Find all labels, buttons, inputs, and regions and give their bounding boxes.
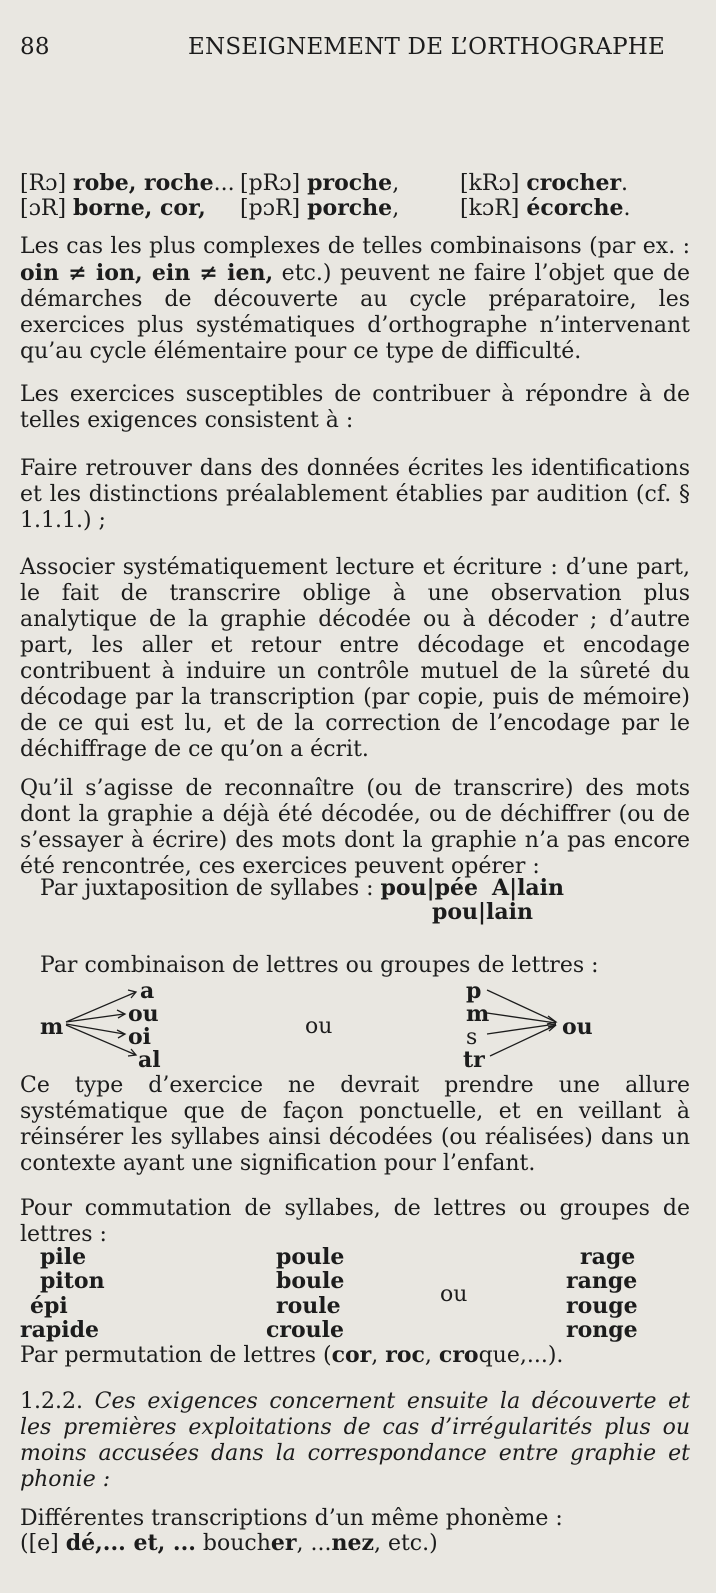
paragraph-complex-cases: Les cas les plus complexes de telles combinaisons (par ex. : oin ≠ ion, ein ≠ ien, etc.) peuvent ne faire l’objet que de démarches de découverte au cycle préparatoire, les exercices plus systématiques d’orthographe n’intervenant qu’au cycle élémentaire pour ce type de difficulté. <box>20 234 691 364</box>
commutation-col1-item: piton <box>40 1268 105 1294</box>
combination-label: Par combinaison de lettres ou groupes de lettres : <box>40 953 599 978</box>
combination-result-ou: ou <box>562 1014 593 1040</box>
section-1-2-2: 1.2.2. Ces exigences concernent ensuite la découverte et les premières exploitations de cas d’irrégularités plus ou moins accusées dans la correspondance entre graphie et phonie : <box>20 1389 690 1492</box>
commutation-col3-item: range <box>566 1268 638 1294</box>
combination-target-ou: ou <box>128 1001 159 1027</box>
phon-row-1-col-3: [kRɔ] crocher. <box>460 170 629 196</box>
page-number: 88 <box>20 34 50 60</box>
combination-source-m: m <box>466 1001 490 1027</box>
juxtaposition-word-poulain: pou|lain <box>432 899 534 925</box>
commutation-col3-item: rouge <box>566 1293 638 1319</box>
commutation-col1-item: épi <box>30 1293 68 1319</box>
commutation-col1-item: rapide <box>20 1317 99 1343</box>
commutation-col1-item: pile <box>40 1244 87 1270</box>
combination-source-tr: tr <box>463 1047 485 1073</box>
commutation-col3-item: ronge <box>566 1317 638 1343</box>
paragraph-exercises-intro: Les exercices susceptibles de contribuer à répondre à de telles exigences consistent à : <box>20 382 690 433</box>
different-transcriptions-examples: ([e] dé,... et, ... boucher, ...nez, etc.) <box>20 1530 438 1556</box>
paragraph-associate: Associer systématiquement lecture et écriture : d’une part, le fait de transcrire oblige à une observation plus analytique de la graphie décodée ou à décoder ; d’autre part, les aller et retour entre décodage et encodage contribuent à induire un contrôle mutuel de la sûreté du décodage par la transcription (par copie, puis de mémoire) de ce qui est lu, et de la correction de l’encodage par le déchiffrage de ce qu’on a écrit. <box>20 555 690 762</box>
paragraph-commutation: Pour commutation de syllabes, de lettres ou groupes de lettres : <box>20 1196 690 1247</box>
commutation-col3-item: rage <box>580 1244 636 1270</box>
commutation-col2-item: croule <box>266 1317 345 1343</box>
combination-source-p: p <box>466 978 482 1004</box>
phon-row-1-col-1: [Rɔ] robe, roche... <box>20 170 235 196</box>
commutation-col2-item: roule <box>276 1293 341 1319</box>
paragraph-find-again: Faire retrouver dans des données écrites les identifications et les distinctions préalablement établies par audition (cf. § 1.1.1.) ; <box>20 456 690 533</box>
running-title: ENSEIGNEMENT DE L’ORTHOGRAPHE <box>188 34 666 60</box>
different-transcriptions-heading: Différentes transcriptions d’un même phonème : <box>20 1506 563 1531</box>
phon-row-2-col-3: [kɔR] écorche. <box>460 195 631 221</box>
commutation-col2-item: poule <box>276 1244 345 1270</box>
paragraph-recognize: Qu’il s’agisse de reconnaître (ou de transcrire) des mots dont la graphie a déjà été décodée, ou de déchiffrer (ou de s’essayer à écrire) des mots dont la graphie n’a pas encore été rencontrée, ces exercices peuvent opérer : <box>20 776 690 879</box>
combination-target-al: al <box>138 1047 161 1073</box>
juxtaposition-word-alain: A|lain <box>492 875 565 901</box>
combination-target-a: a <box>140 978 155 1004</box>
combination-target-oi: oi <box>128 1024 152 1050</box>
phon-row-2-col-1: [ɔR] borne, cor, <box>20 195 206 221</box>
combination-root-m: m <box>40 1014 64 1040</box>
combination-source-s: s <box>466 1025 478 1050</box>
commutation-middle-ou: ou <box>440 1282 468 1307</box>
combination-middle-ou: ou <box>305 1014 333 1039</box>
phon-row-1-col-2: [pRɔ] proche, <box>240 170 400 196</box>
phon-row-2-col-2: [pɔR] porche, <box>240 195 400 221</box>
commutation-col2-item: boule <box>276 1268 345 1294</box>
juxtaposition-line: Par juxtaposition de syllabes : pou|pée <box>40 875 478 901</box>
paragraph-exercise-type: Ce type d’exercice ne devrait prendre une allure systématique que de façon ponctuelle, et en veillant à réinsérer les syllabes ainsi décodées (ou réalisées) dans un contexte ayant une signification pour l’enfant. <box>20 1073 690 1176</box>
permutation-line: Par permutation de lettres (cor, roc, croque,...). <box>20 1342 564 1368</box>
